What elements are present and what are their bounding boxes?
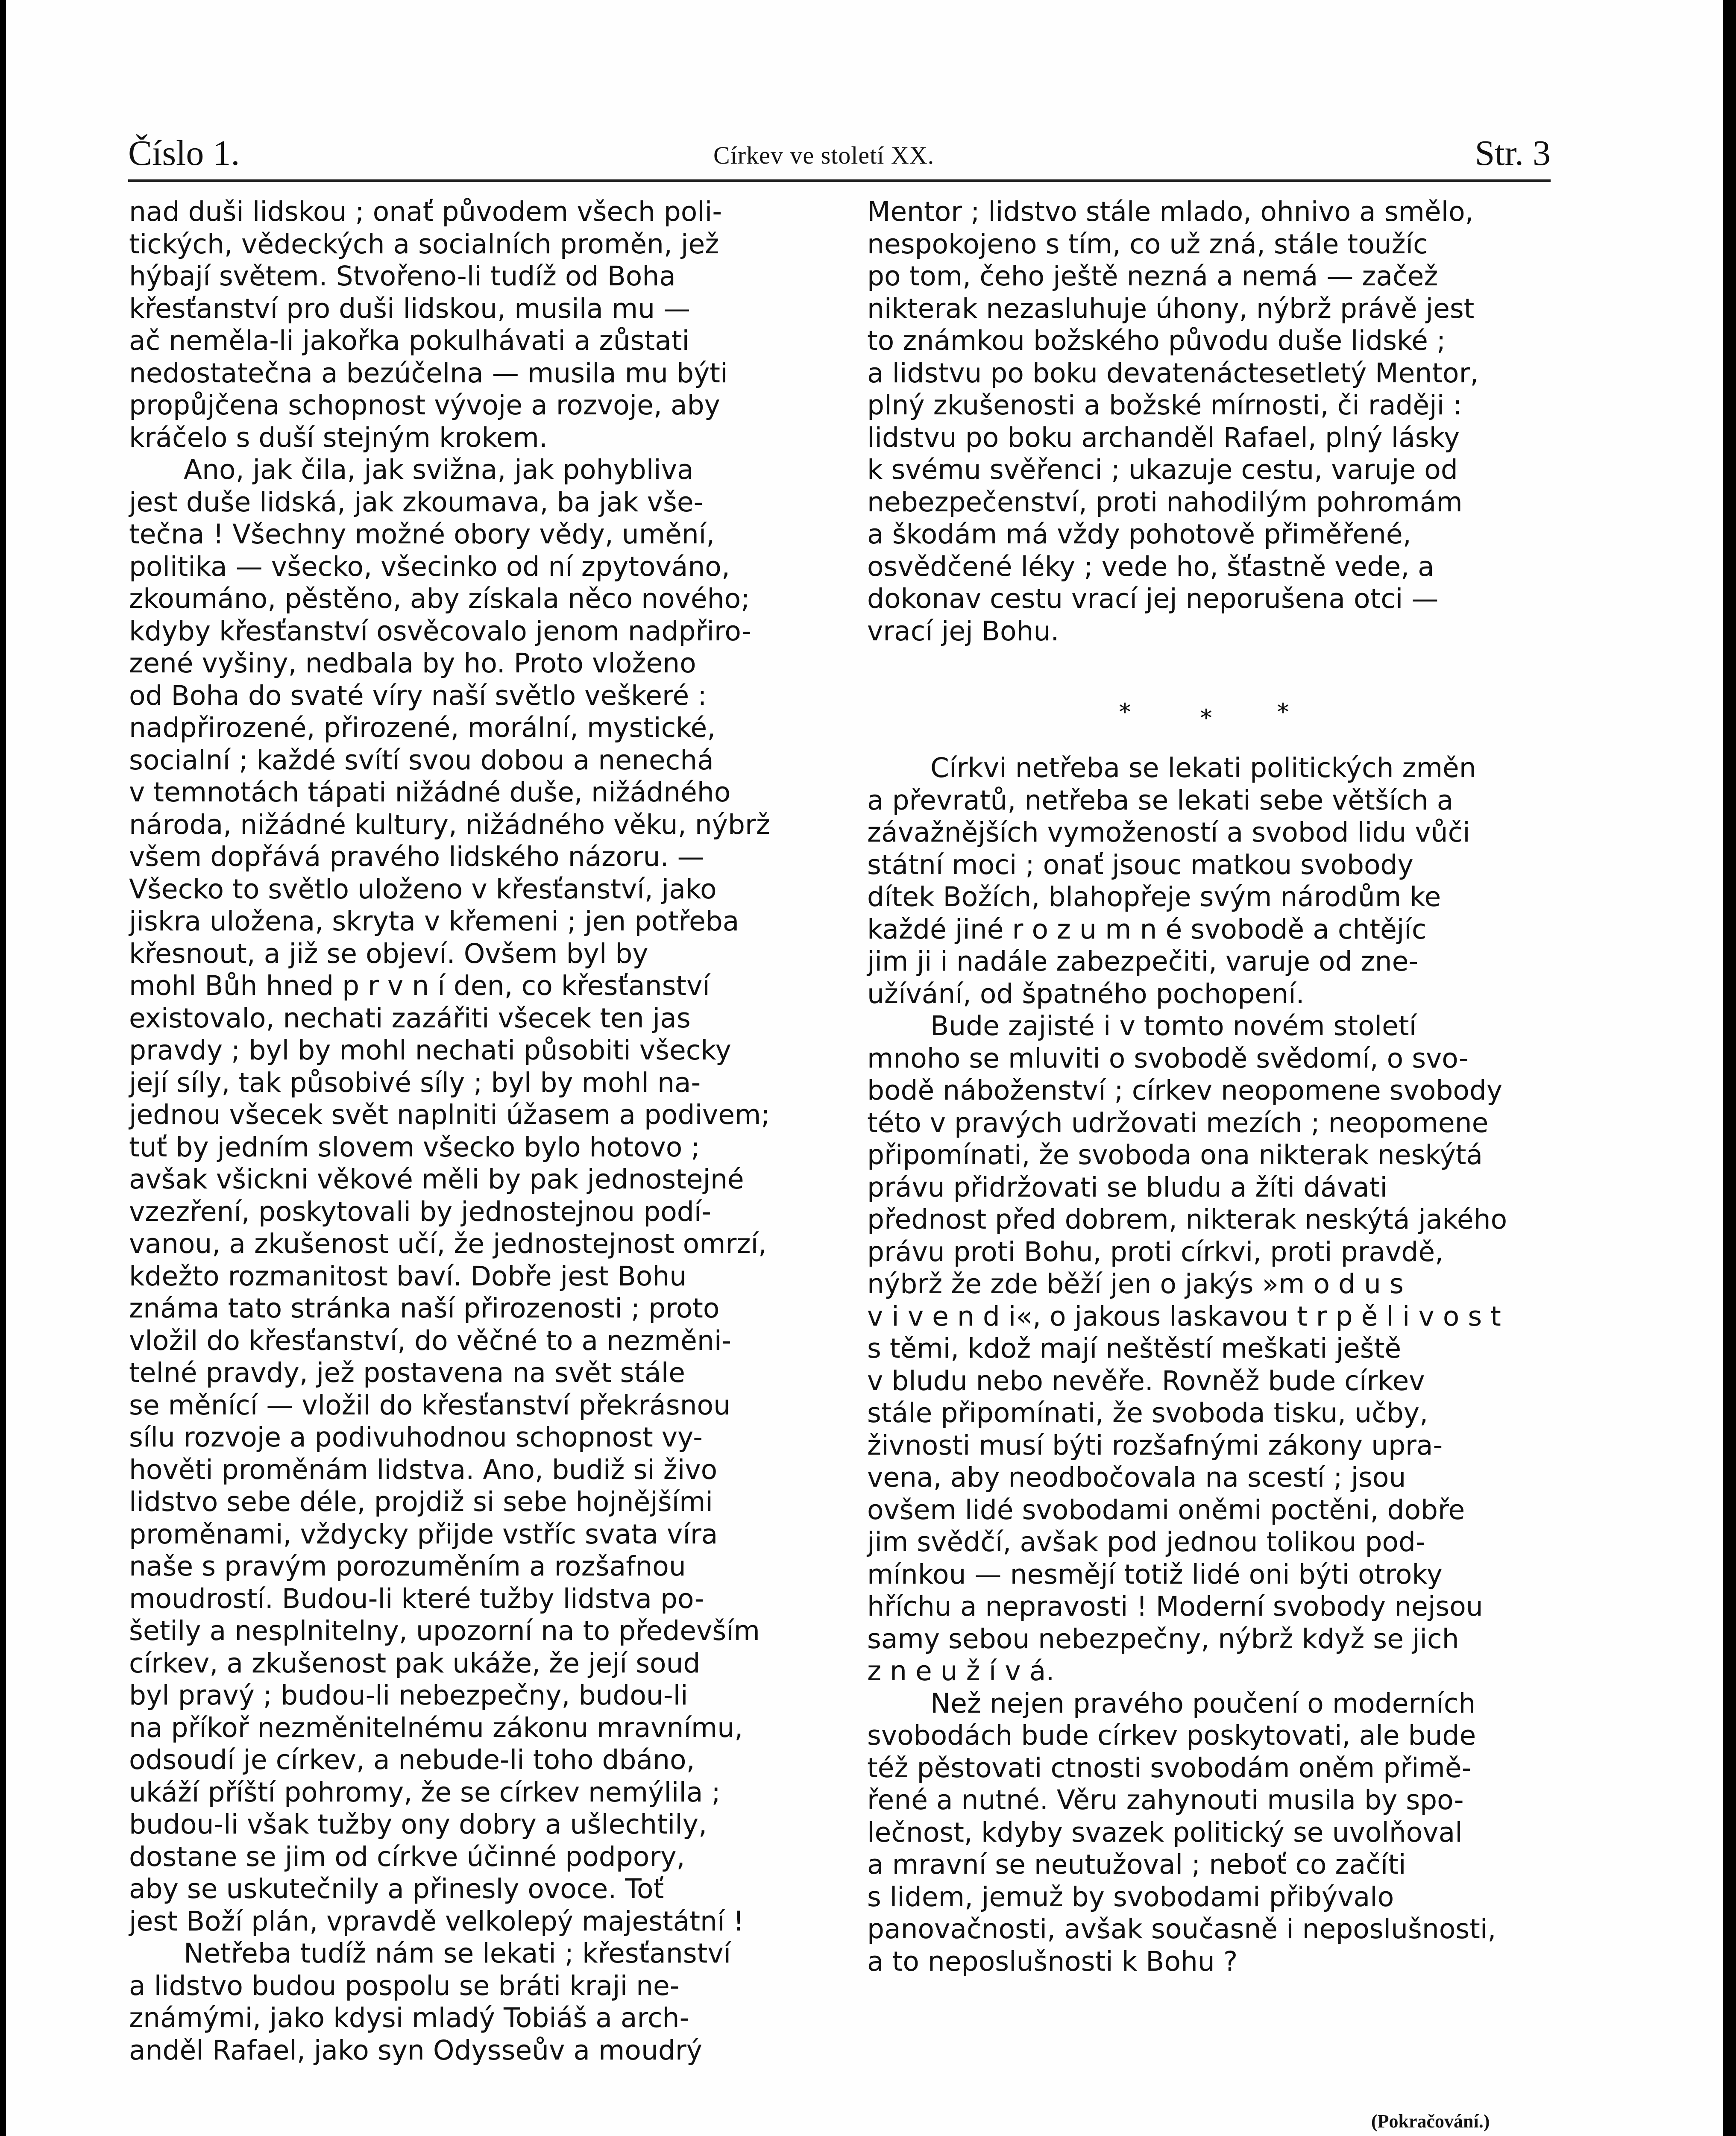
section-separator [1119, 698, 1324, 733]
separator-star: * [1277, 698, 1289, 725]
separator-star: * [1119, 698, 1131, 725]
journal-title: Církev ve století XX. [713, 141, 935, 169]
scan-border-left [0, 0, 6, 2136]
paragraph: nad duši lidskou ; onať původem všech poli- tických, vědeckých a socialních proměn, jež hýbají světem. Stvořeno-li tudíž od Boha křesťanství pro duši lidskou, musila mu — ač neměla-li jakořka pokulhávati a zůstati nedostatečna a bezúčelna — musila mu býti propůjčena schopnost vývoje a rozvoje, aby kráčelo s duší stejným krokem. [129, 196, 728, 453]
paragraph: Netřeba tudíž nám se lekati ; křesťanství a lidstvo budou pospolu se bráti kraji ne- známými, jako kdysi mladý Tobiáš a arch- anděl Rafael, jako syn Odysseův a moudrý [129, 1938, 731, 2066]
issue-number: Číslo 1. [128, 133, 240, 173]
continued-note: (Pokračování.) [1371, 2111, 1490, 2132]
paragraph: Než nejen pravého poučení o moderních svobodách bude církev poskytovati, ale bude též pěstovati ctnosti svobodám oněm přimě- řené a nutné. Věru zahynouti musila by spo- lečnost, kdyby svazek politický se uvolňoval a mravní se neutužoval ; neboť co začíti s lidem, jemuž by svobodami přibývalo panovačnosti, avšak současně i neposlušnosti, a to neposlušnosti k Bohu ? [867, 1687, 1496, 1977]
left-column [129, 196, 821, 2066]
separator-star: * [1200, 704, 1212, 731]
running-header [128, 128, 1551, 175]
page-number: Str. 3 [1475, 133, 1551, 173]
right-column [867, 196, 1551, 1978]
paragraph: Mentor ; lidstvo stále mlado, ohnivo a smělo, nespokojeno s tím, co už zná, stále toužíc po tom, čeho ještě nezná a nemá — začež nikterak nezasluhuje úhony, nýbrž právě jest to známkou božského původu duše lidské ; a lidstvu po boku devatenáctesetletý Mentor, plný zkušenosti a božské mírnosti, či raději : lidstvu po boku archanděl Rafael, plný lásky k svému svěřenci ; ukazuje cestu, varuje od nebezpečenství, proti nahodilým pohromám a škodám má vždy pohotově přiměřené, osvědčené léky ; vede ho, šťastně vede, a dokonav cestu vrací jej neporušena otci — vrací jej Bohu. [867, 196, 1479, 647]
paragraph: Církvi netřeba se lekati politických změn a převratů, netřeba se lekati sebe větších a závažnějších vymožeností a svobod lidu vůči státní moci ; onať jsouc matkou svobody dítek Božích, blahopřeje svým národům ke každé jiné r o z u m n é svobodě a chtějíc jim ji i nadále zabezpečiti, varuje od zne- užívání, od špatného pochopení. [867, 752, 1476, 1009]
scan-border-right [1723, 0, 1736, 2136]
paragraph: Ano, jak čila, jak svižna, jak pohybliva jest duše lidská, jak zkoumava, ba jak vše- tečna ! Všechny možné obory vědy, umění, politika — všecko, všecinko od ní zpytováno, zkoumáno, pěstěno, aby získala něco nového; kdyby křesťanství osvěcovalo jenom nadpřiro- zené vyšiny, nedbala by ho. Proto vloženo od Boha do svaté víry naší světlo veškeré : nadpřirozené, přirozené, morální, mystické, socialní ; každé svítí svou dobou a nenechá v temnotách tápati nižádné duše, nižádného národa, nižádné kultury, nižádného věku, nýbrž všem dopřává pravého lidského názoru. — Všecko to světlo uloženo v křesťanství, jako jiskra uložena, skryta v křemeni ; jen potřeba křesnout, a již se objeví. Ovšem byl by mohl Bůh hned p r v n í den, co křesťanství existovalo, nechati zazářiti všecek ten jas pravdy ; byl by mohl nechati působiti všecky její síly, tak působivé síly ; byl by mohl na- jednou všecek svět naplniti úžasem a podivem; tuť by jedním slovem všecko bylo hotovo ; avšak všickni věkové měli by pak jednostejné vzezření, poskytovali by jednostejnou podí- vanou, a zkušenost učí, že jednostejnost omrzí, kdežto rozmanitost baví. Dobře jest Bohu známa tato stránka naší přirozenosti ; proto vložil do křesťanství, do věčné to a nezměni- telné pravdy, jež postavena na svět stále se měnící — vložil do křesťanství překrásnou sílu rozvoje a podivuhodnou schopnost vy- hověti proměnám lidstva. Ano, budiž si živo lidstvo sebe déle, projdiž si sebe hojnějšími proměnami, vždycky přijde vstříc svata víra naše s pravým porozuměním a rozšafnou moudrostí. Budou-li které tužby lidstva po- šetily a nesplnitelny, upozorní na to především církev, a zkušenost pak ukáže, že její soud byl pravý ; budou-li nebezpečny, budou-li na příkoř nezměnitelnému zákonu mravnímu, odsoudí je církev, a nebude-li toho dbáno, ukáží příští pohromy, že se církev nemýlila ; budou-li však tužby ony dobry a ušlechtily, dostane se jim od církve účinné podpory, aby se uskutečnily a přinesly ovoce. Toť jest Boží plán, vpravdě velkolepý majestátní ! [129, 454, 770, 1937]
paragraph: Bude zajisté i v tomto novém století mnoho se mluviti o svobodě svědomí, o svo- bodě náboženství ; církev neopomene svobody této v pravých udržovati mezích ; neopomene připomínati, že svoboda ona nikterak neskýtá právu přidržovati se bludu a žíti dávati přednost před dobrem, nikterak neskýtá jakého právu proti Bohu, proti církvi, proti pravdě, nýbrž že zde běží jen o jakýs »m o d u s v i v e n d i«, o jakous laskavou t r p ě l i v o s t s těmi, kdož mají neštěstí meškati ještě v bludu nebo nevěře. Rovněž bude církev stále připomínati, že svoboda tisku, učby, živnosti musí býti rozšafnými zákony upra- vena, aby neodbočovala na scestí ; jsou ovšem lidé svobodami oněmi poctěni, dobře jim svědčí, avšak pod jednou tolikou pod- mínkou — nesmějí totiž lidé oni býti otroky hříchu a nepravosti ! Moderní svobody nejsou samy sebou nebezpečny, nýbrž když se jich z n e u ž í v á. [867, 1010, 1507, 1687]
header-rule [128, 179, 1551, 182]
